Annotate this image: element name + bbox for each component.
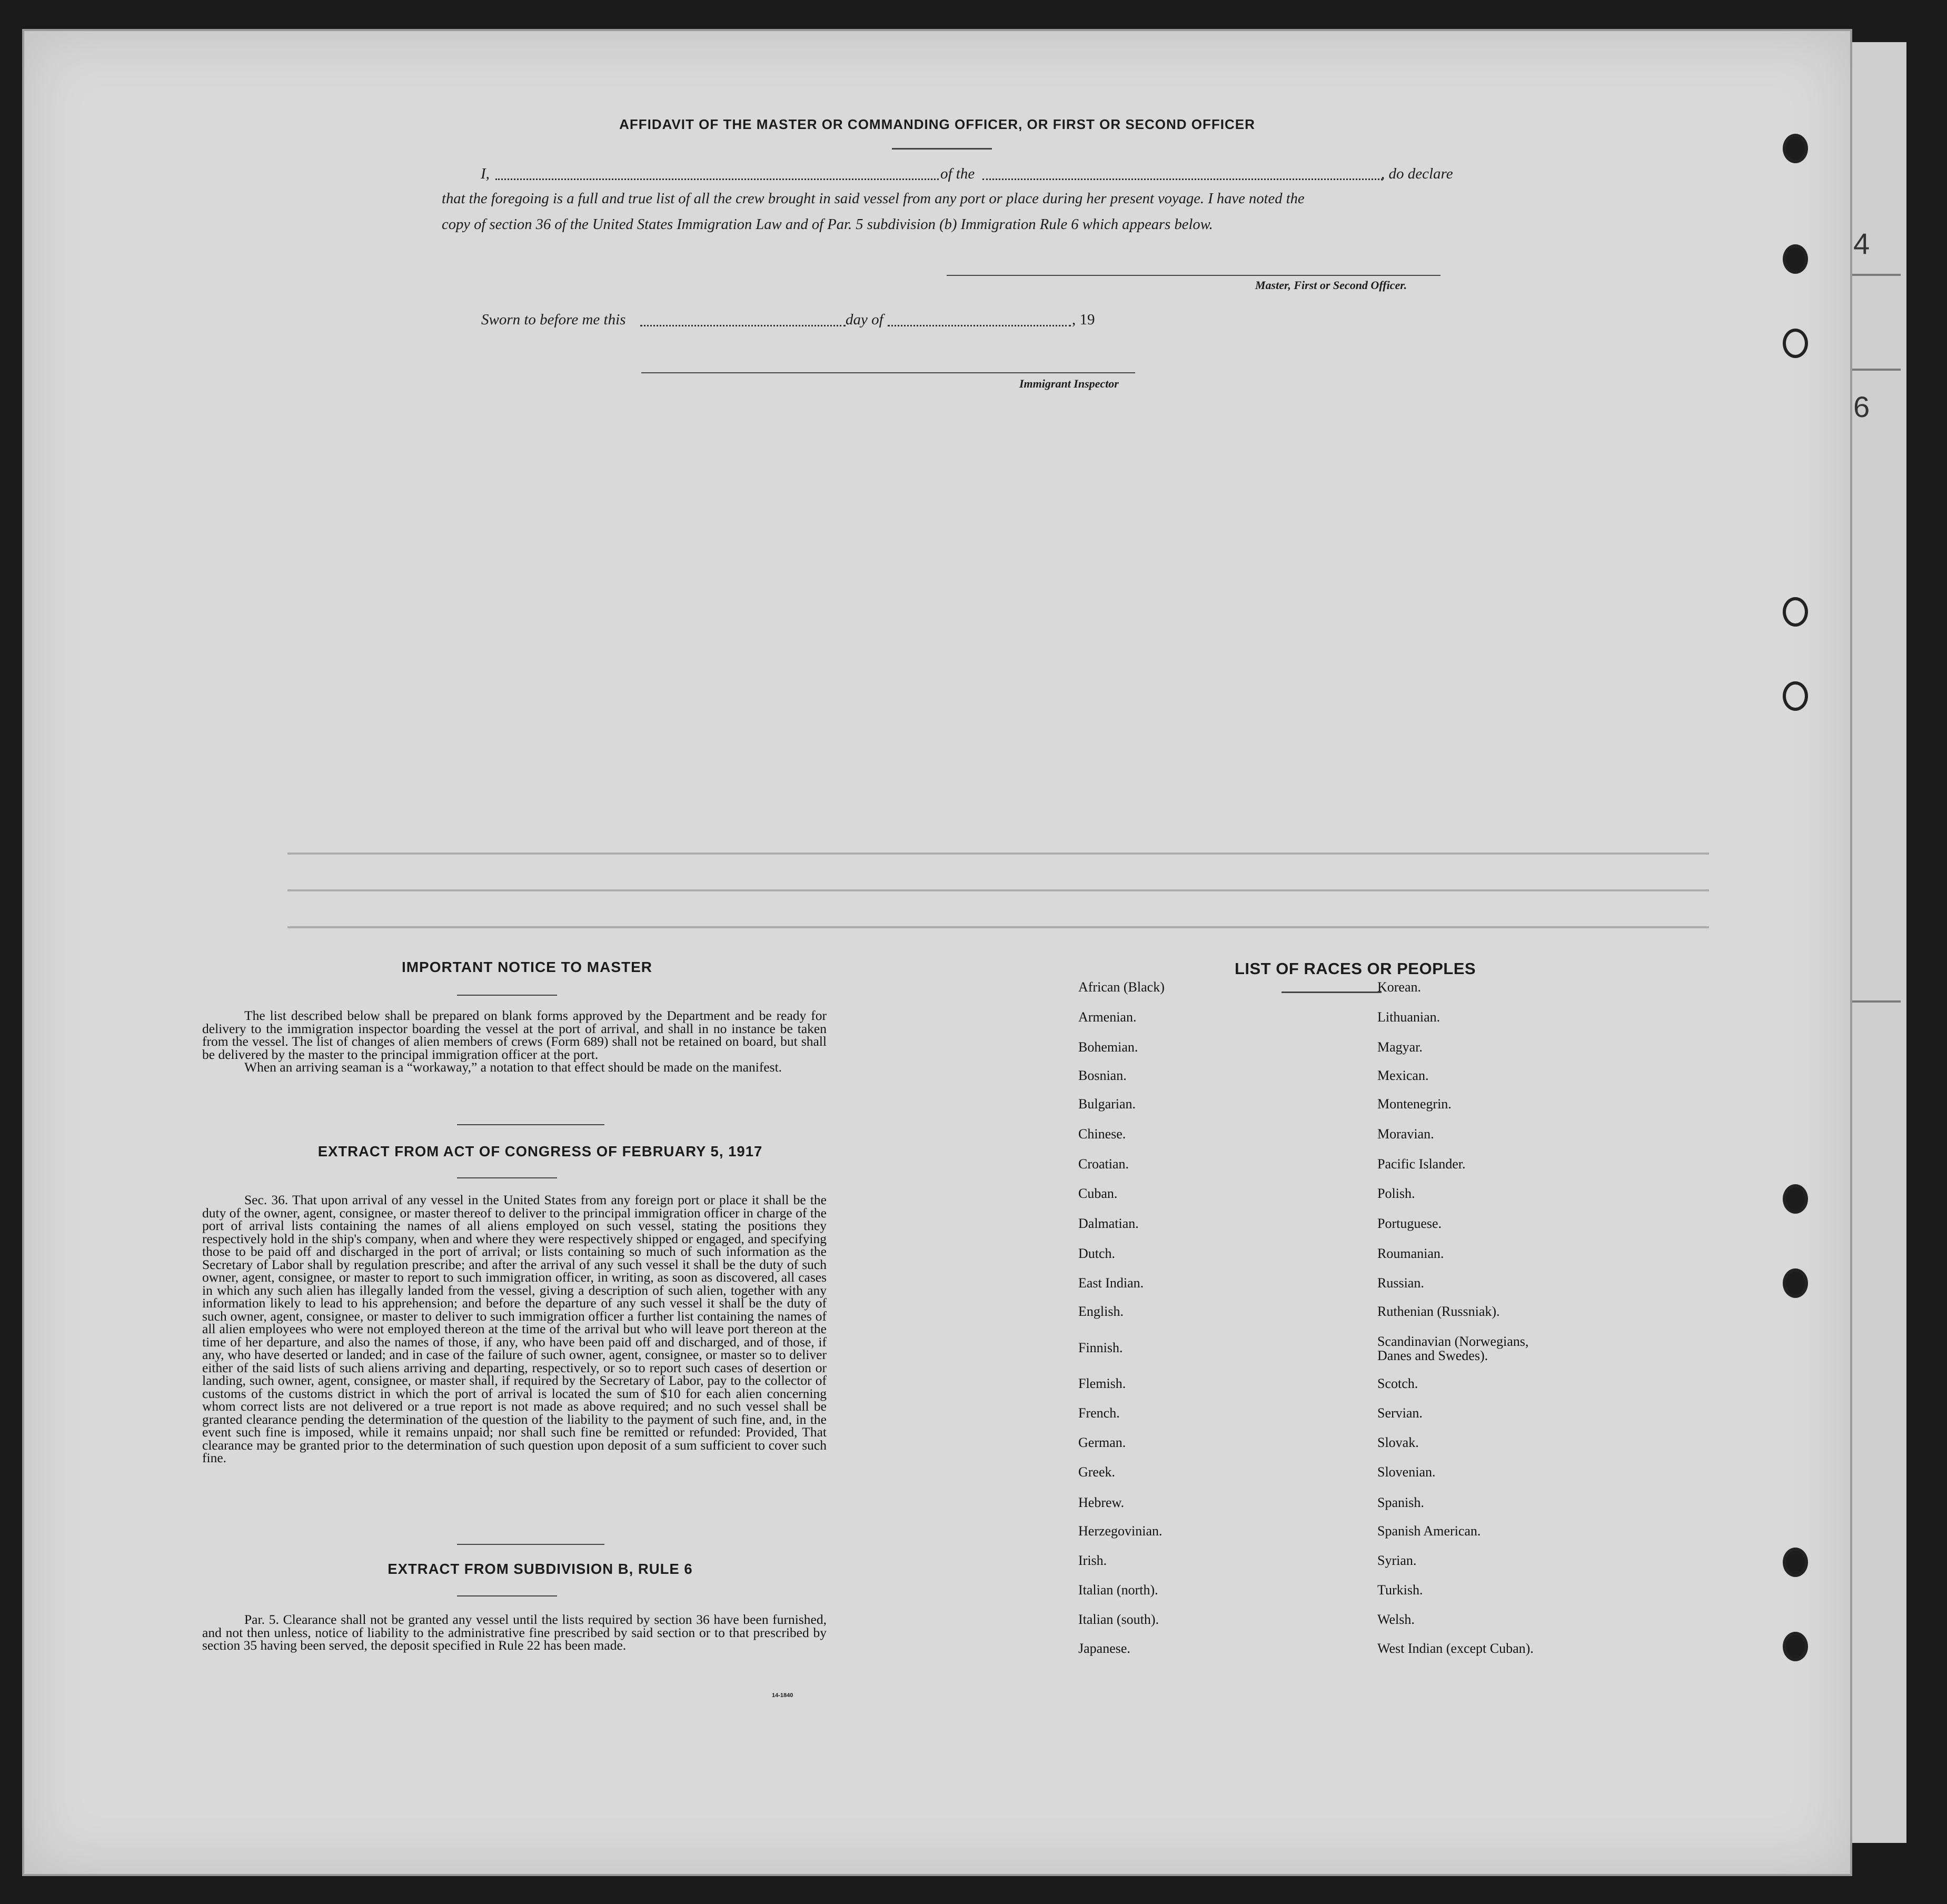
race-item: Moravian.: [1377, 1126, 1434, 1142]
show-through-line: [287, 926, 1709, 928]
race-item: Spanish.: [1377, 1495, 1424, 1510]
race-item: Pacific Islander.: [1377, 1156, 1466, 1172]
punch-hole: [1783, 1548, 1808, 1577]
race-item: Welsh.: [1377, 1612, 1415, 1627]
notice-body: [202, 1009, 827, 1074]
race-item: Mexican.: [1377, 1068, 1429, 1083]
officer-signature-line[interactable]: [947, 275, 1441, 276]
punch-hole: [1783, 1268, 1808, 1298]
affidavit-body-line2: copy of section 36 of the United States Immigration Law and of Par. 5 subdivision (b) Immigration Rule 6 which appears below.: [442, 216, 1213, 233]
race-item: Polish.: [1377, 1186, 1415, 1201]
race-item: Scotch.: [1377, 1376, 1418, 1391]
year-label: , 19: [1072, 311, 1095, 328]
race-item: Portuguese.: [1377, 1216, 1442, 1231]
margin-mark-top: 4: [1853, 227, 1870, 260]
margin-mark-mid: 6: [1853, 390, 1870, 423]
race-item: Syrian.: [1377, 1553, 1417, 1568]
show-through-line: [287, 889, 1709, 891]
race-item: Russian.: [1377, 1275, 1424, 1291]
race-item: Bulgarian.: [1078, 1096, 1136, 1112]
race-item: Greek.: [1078, 1464, 1116, 1480]
race-item: Chinese.: [1078, 1126, 1126, 1142]
master-name-blank[interactable]: [495, 178, 939, 180]
race-item: Italian (north).: [1078, 1582, 1158, 1598]
day-of-label: day of: [846, 311, 883, 328]
notice-paragraph-2: When an arriving seaman is a “workaway,” a notation to that effect should be made on the manifest.: [244, 1059, 782, 1075]
sworn-label: Sworn to before me this: [481, 311, 626, 328]
section-36-text: Sec. 36. That upon arrival of any vessel in the United States from any foreign port or place it shall be the duty of the owner, agent, consignee, or master thereof to deliver to the principal immigration officer in charge of the port of arrival lists containing the names of all aliens employed on such vessel, stating the positions they respectively hold in the ship's company, when and where they were respectively shipped or engaged, and specifying those to be paid off and discharged in the port of arrival; or lists containing so much of such information as the Secretary of Labor shall by regulation prescribe; and after the arrival of any such vessel it shall be the duty of such owner, agent, consignee, or master to report to such immigration officer, in writing, as soon as discovered, all cases in which any such alien has illegally landed from the vessel, giving a description of such alien, together with any information likely to lead to his apprehension; and before the departure of any such vessel it shall be the duty of such owner, agent, consignee, or master to deliver to such immigration officer a further list containing the names of all alien employees who were not employed thereon at the time of the arrival but who will leave port thereon at the time of her departure, and also the names of those, if any, who have been paid off and discharged, and of those, if any, who have deserted or landed; and in case of the failure of such owner, agent, consignee, or master so to deliver either of the said lists of such aliens arriving and departing, respectively, or so to report such cases of desertion or landing, such owner, agent, consignee, or master shall, if required by the Secretary of Labor, pay to the collector of customs of the customs district in which the port of arrival is located the sum of $10 for each alien concerning whom correct lists are not delivered or a true report is not made as above required; and no such vessel shall be granted clearance pending the determination of the question of the liability to the payment of such fine, and, in the event such fine is imposed, while it remains unpaid; nor shall such fine be remitted or refunded: Provided, That clearance may be granted prior to the determination of such question upon deposit of a sum sufficient to cover such fine.: [202, 1192, 827, 1465]
document-page: [22, 29, 1852, 1876]
race-item: Scandinavian (Norwegians, Danes and Swedes).: [1377, 1334, 1529, 1363]
race-item: Japanese.: [1078, 1641, 1130, 1656]
race-item: German.: [1078, 1435, 1126, 1450]
race-item: French.: [1078, 1405, 1120, 1421]
act-divider: [457, 1177, 557, 1178]
punch-hole: [1783, 681, 1808, 711]
punch-hole: [1783, 134, 1808, 163]
race-item: Servian.: [1377, 1405, 1423, 1421]
act-extract-body: [202, 1194, 827, 1465]
show-through-line: [287, 852, 1709, 855]
vessel-name-blank[interactable]: [982, 178, 1383, 180]
rule-divider: [457, 1595, 557, 1596]
rule-extract-body: [202, 1613, 827, 1652]
race-item: Korean.: [1377, 979, 1422, 995]
race-item: Magyar.: [1377, 1039, 1423, 1055]
affidavit-declare-label: , do declare: [1381, 165, 1453, 182]
act-extract-title: EXTRACT FROM ACT OF CONGRESS OF FEBRUARY 5, 1917: [317, 1143, 763, 1159]
affidavit-body-line1: that the foregoing is a full and true list of all the crew brought in said vessel from any port or place during her present voyage. I have noted the: [442, 191, 1305, 207]
sworn-day-blank[interactable]: [640, 325, 846, 326]
race-item: Bohemian.: [1078, 1039, 1138, 1055]
notice-title: IMPORTANT NOTICE TO MASTER: [401, 959, 653, 975]
race-item: East Indian.: [1078, 1275, 1144, 1291]
race-item: Croatian.: [1078, 1156, 1129, 1172]
par-5-text: Par. 5. Clearance shall not be granted any vessel until the lists required by section 36 have been furnished, and not then unless, notice of liability to the administrative fine prescribed by said section or to that prescribed by section 35 having been served, the deposit specified in Rule 22 has been made.: [202, 1612, 827, 1653]
form-number: 14-1840: [772, 1692, 793, 1699]
race-item: Spanish American.: [1377, 1523, 1481, 1539]
race-item: Flemish.: [1078, 1376, 1126, 1391]
affidavit-i-label: I,: [481, 165, 490, 182]
race-item: West Indian (except Cuban).: [1377, 1641, 1534, 1656]
section-divider: [457, 1124, 604, 1125]
punch-hole: [1783, 597, 1808, 627]
race-item: Cuban.: [1078, 1186, 1118, 1201]
punch-hole: [1783, 244, 1808, 274]
title-divider: [892, 148, 992, 150]
race-item: Bosnian.: [1078, 1068, 1127, 1083]
inspector-signature-line[interactable]: [641, 372, 1135, 373]
race-item: Ruthenian (Russniak).: [1377, 1304, 1500, 1319]
rule-extract-title: EXTRACT FROM SUBDIVISION B, RULE 6: [388, 1561, 693, 1577]
race-item: Slovak.: [1377, 1435, 1419, 1450]
punch-hole: [1783, 329, 1808, 358]
inspector-caption: Immigrant Inspector: [1019, 377, 1119, 390]
race-item: Armenian.: [1078, 1009, 1137, 1025]
race-item: Herzegovinian.: [1078, 1523, 1163, 1539]
race-item: English.: [1078, 1304, 1124, 1319]
section-divider: [457, 1544, 604, 1545]
race-item: Roumanian.: [1377, 1246, 1444, 1261]
officer-signature-caption: Master, First or Second Officer.: [1255, 279, 1407, 292]
affidavit-title: AFFIDAVIT OF THE MASTER OR COMMANDING OFFICER, OR FIRST OR SECOND OFFICER: [619, 116, 1255, 132]
race-item: Montenegrin.: [1377, 1096, 1452, 1112]
race-item: Turkish.: [1377, 1582, 1423, 1598]
races-title: LIST OF RACES OR PEOPLES: [1234, 959, 1476, 978]
punch-hole: [1783, 1184, 1808, 1214]
race-item: Slovenian.: [1377, 1464, 1436, 1480]
race-item: Irish.: [1078, 1553, 1107, 1568]
race-item: African (Black): [1078, 979, 1165, 995]
race-item: Lithuanian.: [1377, 1009, 1441, 1025]
race-item: Dutch.: [1078, 1246, 1116, 1261]
sworn-month-blank[interactable]: [888, 325, 1071, 326]
race-item: Hebrew.: [1078, 1495, 1125, 1510]
affidavit-of-the-label: of the: [940, 165, 975, 182]
race-item: Finnish.: [1078, 1340, 1123, 1355]
punch-hole: [1783, 1632, 1808, 1661]
race-item: Dalmatian.: [1078, 1216, 1139, 1231]
notice-paragraph-1: The list described below shall be prepared on blank forms approved by the Department and be ready for delivery to the immigration inspector boarding the vessel at the port of arrival, and shall in no instance be taken from the vessel. The list of changes of alien members of crews (Form 689) shall not be retained on board, but shall be delivered by the master to the principal immigration officer at the port.: [202, 1008, 827, 1062]
races-divider: [1282, 991, 1382, 993]
notice-divider: [457, 995, 557, 996]
race-item: Italian (south).: [1078, 1612, 1159, 1627]
